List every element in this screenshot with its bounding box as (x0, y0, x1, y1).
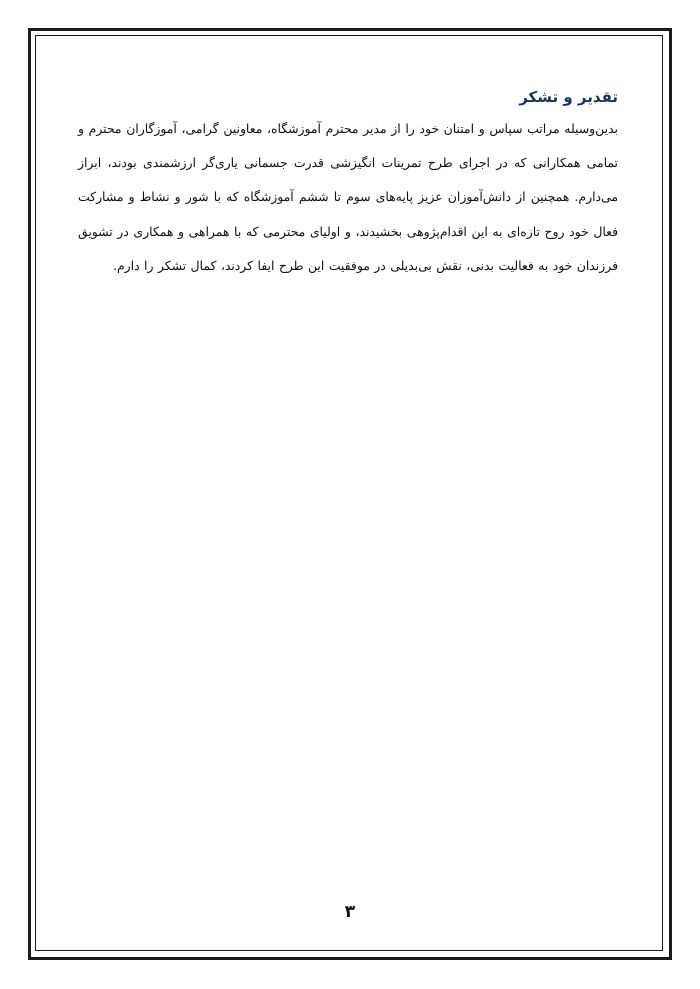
page-content (78, 84, 618, 283)
body-paragraph: بدین‌وسیله مراتب سپاس و امتنان خود را از مدیر محترم آموزشگاه، معاونین گرامی، آموزگاران محترم و تمامی همکارانی که در اجرای طرح تمرینات انگیزشی قدرت جسمانی یاری‌گر ارزشمندی بودند، ابراز می‌دارم. همچنین از دانش‌آموزان عزیز پایه‌های سوم تا ششم آموزشگاه که با شور و نشاط و مشارکت فعال خود روح تازه‌ای به این اقدام‌پژوهی بخشیدند، و اولیای محترمی که با همراهی و همکاری در تشویق فرزندان خود به فعالیت بدنی، نقش بی‌بدیلی در موفقیت این طرح ایفا کردند، کمال تشکر را دارم. (78, 121, 618, 273)
section-heading: تقدیر و تشکر (519, 88, 618, 106)
page-number: ۳ (344, 902, 356, 922)
